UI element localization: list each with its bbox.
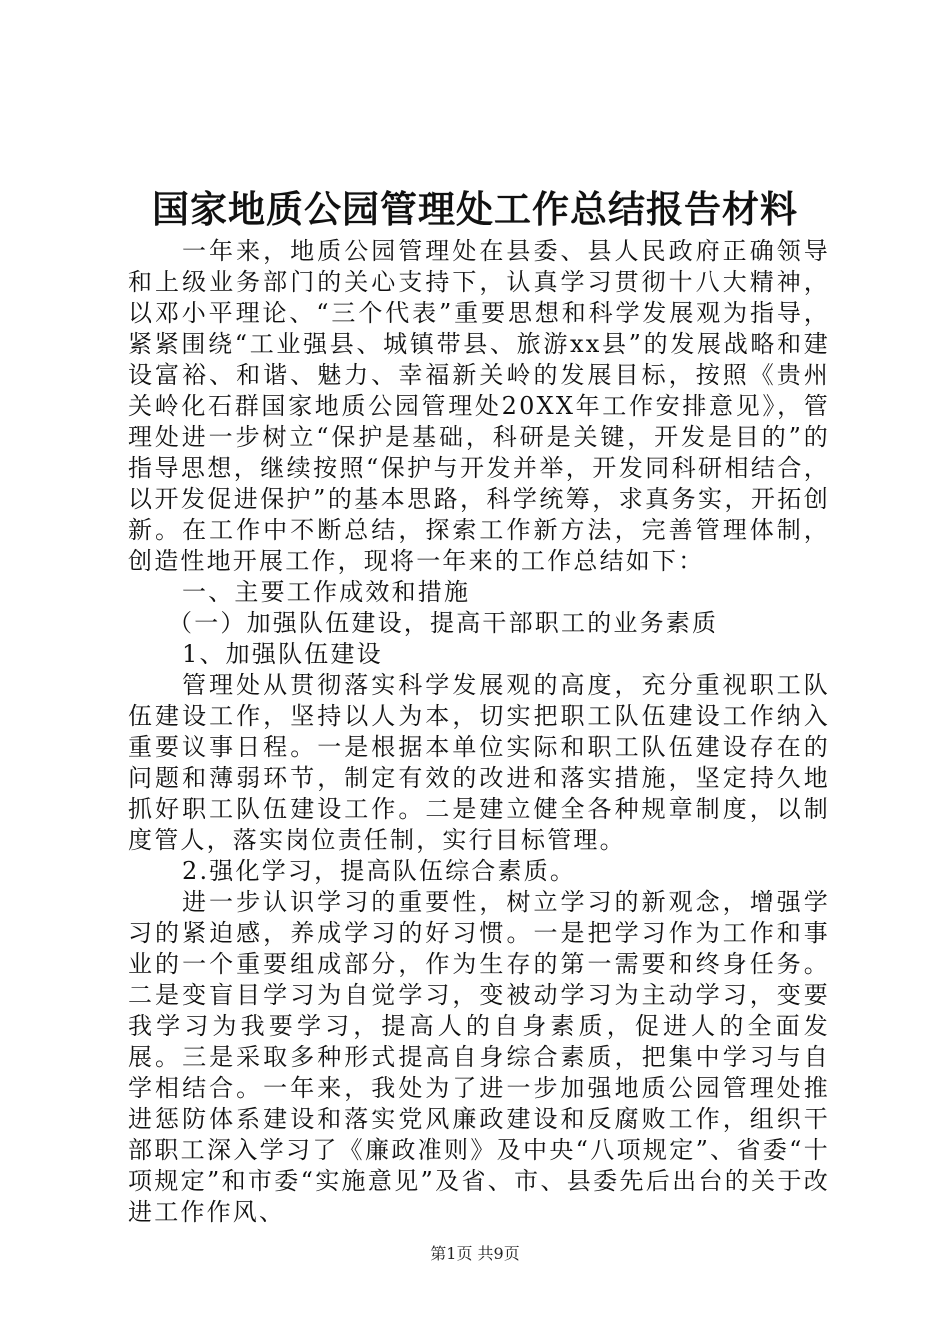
subsection-heading-1: （一）加强队伍建设，提高干部职工的业务素质 [168, 609, 719, 637]
item-heading-1: 1、加强队伍建设 [182, 640, 383, 668]
page-footer: 第1页 共9页 [430, 1244, 520, 1263]
item-heading-2: 2.强化学习，提高队伍综合素质。 [182, 857, 577, 885]
section-heading-1: 一、主要工作成效和措施 [182, 578, 471, 606]
document-body [128, 236, 830, 1228]
paragraph-intro: 一年来，地质公园管理处在县委、县人民政府正确领导和上级业务部门的关心支持下，认真学习贯彻十八大精神，以邓小平理论、“三个代表”重要思想和科学发展观为指导，紧紧围绕“工业强县、城镇带县、旅游xx县”的发展战略和建设富裕、和谐、魅力、幸福新关岭的发展目标，按照《贵州关岭化石群国家地质公园管理处20XX年工作安排意见》，管理处进一步树立“保护是基础，科研是关键，开发是目的”的指导思想，继续按照“保护与开发并举，开发同科研相结合，以开发促进保护”的基本思路，科学统筹，求真务实，开拓创新。在工作中不断总结，探索工作新方法，完善管理体制，创造性地开展工作，现将一年来的工作总结如下： [128, 237, 830, 575]
paragraph-team-building: 管理处从贯彻落实科学发展观的高度，充分重视职工队伍建设工作，坚持以人为本，切实把职工队伍建设工作纳入重要议事日程。一是根据本单位实际和职工队伍建设存在的问题和薄弱环节，制定有效的改进和落实措施，坚定持久地抓好职工队伍建设工作。二是建立健全各种规章制度，以制度管人，落实岗位责任制，实行目标管理。 [128, 671, 830, 854]
document-title: 国家地质公园管理处工作总结报告材料 [152, 187, 798, 231]
paragraph-learning: 进一步认识学习的重要性，树立学习的新观念，增强学习的紧迫感，养成学习的好习惯。一是把学习作为工作和事业的一个重要组成部分，作为生存的第一需要和终身任务。二是变盲目学习为自觉学习，变被动学习为主动学习，变要我学习为我要学习，提高人的自身素质，促进人的全面发展。三是采取多种形式提高自身综合素质，把集中学习与自学相结合。一年来，我处为了进一步加强地质公园管理处推进惩防体系建设和落实党风廉政建设和反腐败工作，组织干部职工深入学习了《廉政准则》及中央“八项规定”、省委“十项规定”和市委“实施意见”及省、市、县委先后出台的关于改进工作作风、 [128, 888, 830, 1226]
